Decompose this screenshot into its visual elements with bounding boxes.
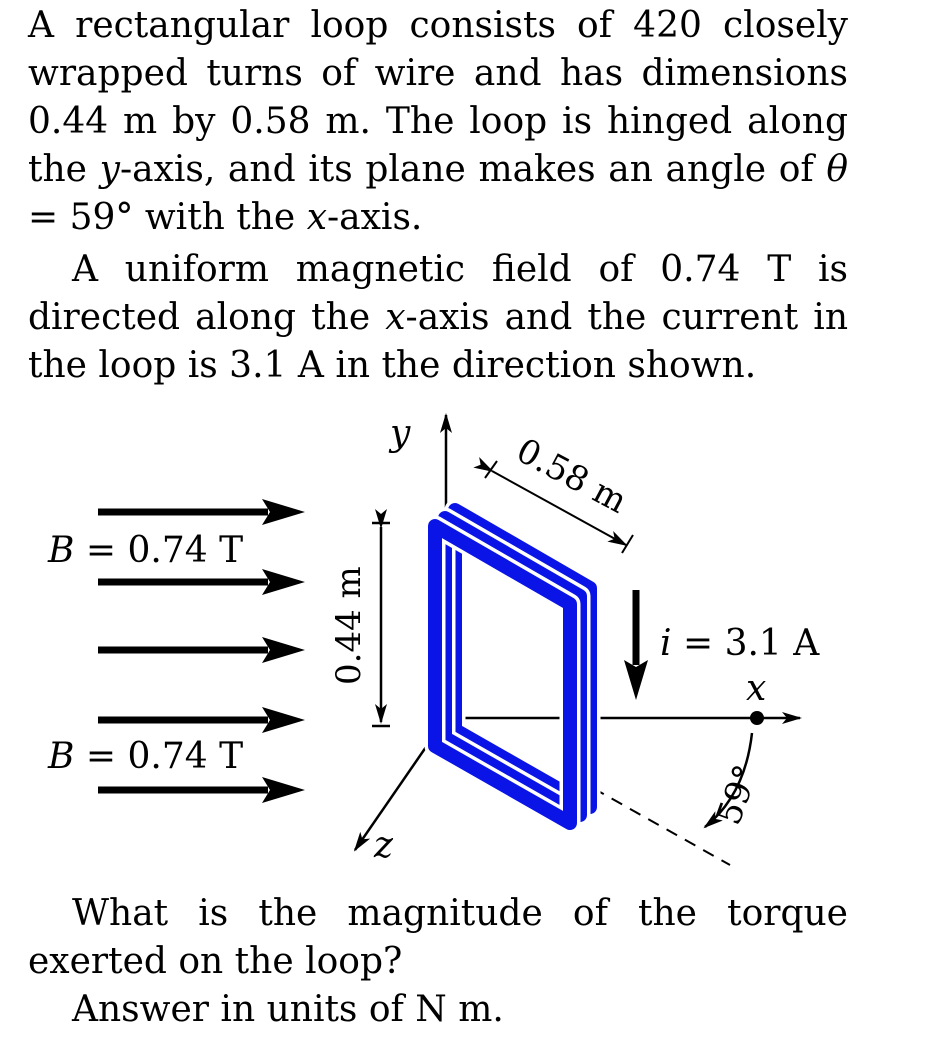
answer-units: Answer in units of N m. bbox=[72, 989, 504, 1030]
field-label-bottom bbox=[47, 736, 243, 777]
field-label-top bbox=[47, 530, 243, 571]
z-axis-label: z bbox=[374, 825, 393, 866]
theta-variable: θ bbox=[826, 149, 849, 190]
x-variable: x bbox=[385, 297, 406, 338]
x-axis-label: x bbox=[746, 668, 767, 709]
width-dimension-label: 0.58 m bbox=[509, 430, 634, 522]
field-var-bottom: B bbox=[48, 736, 75, 777]
question-body: What is the magnitude of the torque exerted on the loop? bbox=[28, 893, 848, 982]
y-axis-label: y bbox=[390, 413, 411, 454]
height-dimension bbox=[372, 523, 390, 726]
field-arrowhead-5 bbox=[262, 777, 305, 803]
current-var: i bbox=[660, 623, 672, 664]
para1-text-3: = 59° with the bbox=[28, 197, 307, 238]
x-variable: x bbox=[306, 197, 327, 238]
current-arrowhead bbox=[624, 660, 648, 700]
field-arrowhead-4 bbox=[262, 707, 305, 733]
wire-loop bbox=[435, 510, 590, 823]
height-dimension-label: 0.44 m bbox=[329, 566, 369, 685]
para1-text-2: -axis, and its plane makes an angle of bbox=[119, 149, 827, 190]
para2-text-2: -axis and the current in the loop is 3.1 A in the direction shown. bbox=[28, 297, 848, 386]
para1-text-1: A rectangular loop consists of 420 closely wrapped turns of wire and has dimensions 0.44 m by 0.58 m. The loop is hinged along the bbox=[28, 5, 848, 190]
angle-label: 59° bbox=[708, 759, 768, 831]
field-arrowhead-2 bbox=[262, 569, 305, 595]
field-arrowhead-1 bbox=[262, 499, 305, 525]
width-tick-left bbox=[485, 461, 497, 478]
problem-paragraph-2 bbox=[28, 246, 848, 390]
para1-text-4: -axis. bbox=[327, 197, 423, 238]
current-value: = 3.1 A bbox=[671, 623, 820, 664]
problem-paragraph-1 bbox=[28, 2, 848, 242]
y-variable: y bbox=[99, 149, 120, 190]
loop-figure bbox=[0, 395, 943, 885]
field-value-bottom: = 0.74 T bbox=[74, 736, 244, 777]
question-text bbox=[28, 890, 848, 1034]
x-axis-dot bbox=[750, 711, 764, 725]
para2-text-1: A uniform magnetic field of 0.74 T is directed along the bbox=[28, 249, 848, 338]
field-value-top: = 0.74 T bbox=[74, 530, 244, 571]
field-arrowhead-3 bbox=[262, 637, 305, 663]
current-label bbox=[660, 623, 820, 664]
field-var-top: B bbox=[48, 530, 75, 571]
